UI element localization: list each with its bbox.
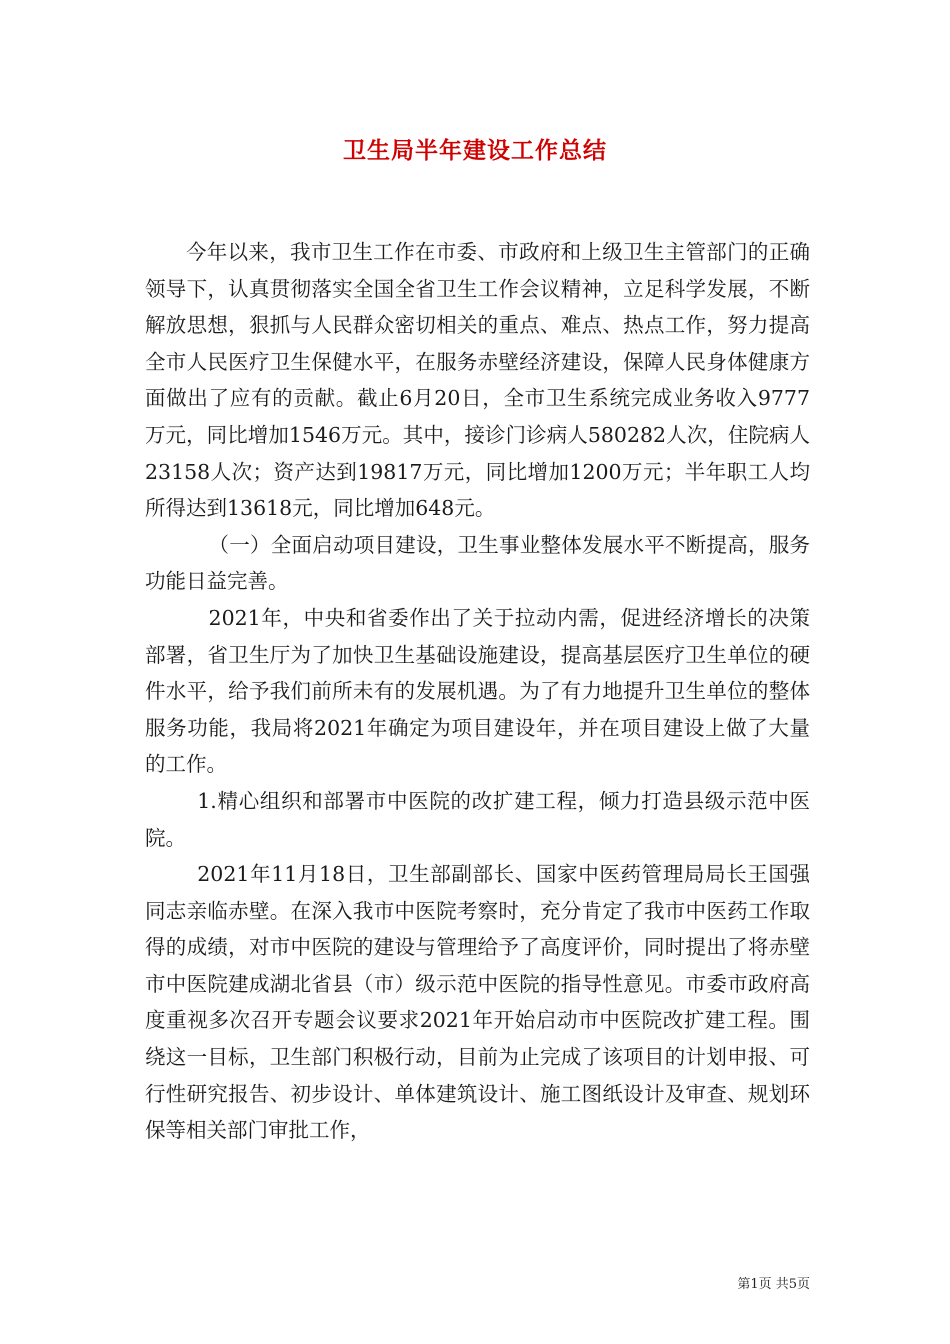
document-title: 卫生局半年建设工作总结 bbox=[343, 138, 607, 164]
paragraph-item-heading: 1.精心组织和部署市中医院的改扩建工程，倾力打造县级示范中医院。 bbox=[145, 788, 810, 850]
paragraph-section-heading: （一）全面启动项目建设，卫生事业整体发展水平不断提高，服务功能日益完善。 bbox=[145, 532, 810, 594]
document-body bbox=[145, 234, 810, 1149]
paragraph-project-background: 2021年，中央和省委作出了关于拉动内需，促进经济增长的决策部署，省卫生厅为了加快卫生基础设施建设，提高基层医疗卫生单位的硬件水平，给予我们前所未有的发展机遇。为了有力地提升卫生单位的整体服务功能，我局将2021年确定为项目建设年，并在项目建设上做了大量的工作。 bbox=[145, 605, 810, 777]
page-number-footer: 第1页 共5页 bbox=[737, 1277, 810, 1292]
paragraph-intro: 今年以来，我市卫生工作在市委、市政府和上级卫生主管部门的正确领导下，认真贯彻落实全国全省卫生工作会议精神，立足科学发展，不断解放思想，狠抓与人民群众密切相关的重点、难点、热点工作，努力提高全市人民医疗卫生保健水平，在服务赤壁经济建设，保障人民身体健康方面做出了应有的贡献。截止6月20日，全市卫生系统完成业务收入9777万元，同比增加1546万元。其中，接诊门诊病人580282人次，住院病人23158人次；资产达到19817万元，同比增加1200万元；半年职工人均所得达到13618元，同比增加648元。 bbox=[145, 240, 810, 521]
paragraph-hospital-detail: 2021年11月18日，卫生部副部长、国家中医药管理局局长王国强同志亲临赤壁。在深入我市中医院考察时，充分肯定了我市中医药工作取得的成绩，对市中医院的建设与管理给予了高度评价，同时提出了将赤壁市中医院建成湖北省县（市）级示范中医院的指导性意见。市委市政府高度重视多次召开专题会议要求2021年开始启动市中医院改扩建工程。围绕这一目标，卫生部门积极行动，目前为止完成了该项目的计划申报、可行性研究报告、初步设计、单体建筑设计、施工图纸设计及审查、规划环保等相关部门审批工作， bbox=[145, 862, 810, 1143]
